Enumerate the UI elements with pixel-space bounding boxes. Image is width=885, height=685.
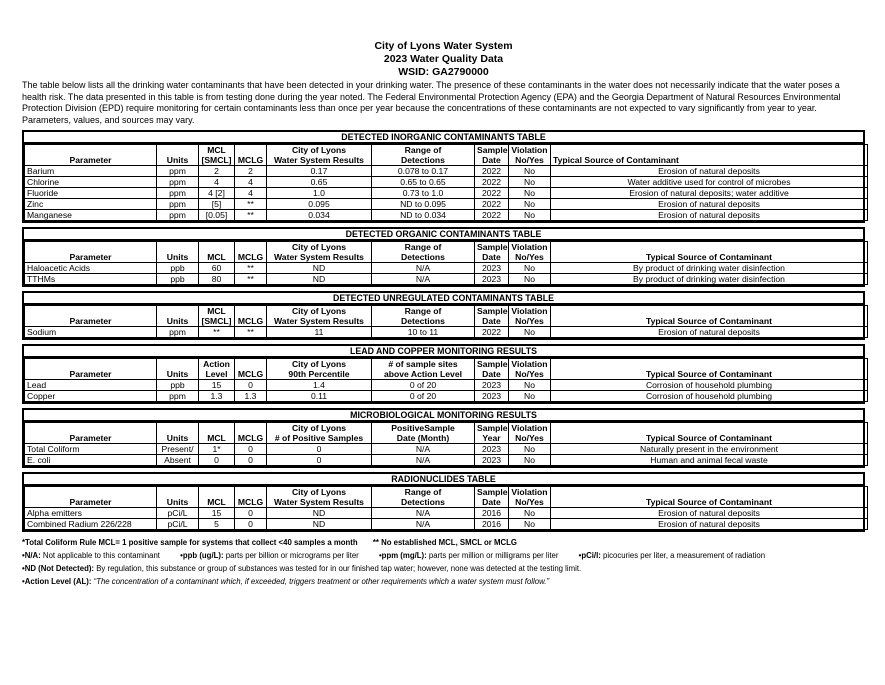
- column-header-mclg: [235, 487, 267, 498]
- column-header-mcl: MCL: [199, 433, 235, 444]
- column-header-mclg: MCLG: [235, 369, 267, 380]
- table-header-row: [25, 433, 868, 444]
- table-header-row: [25, 316, 868, 327]
- cell-parameter: E. coli: [25, 455, 157, 466]
- cell-mclg: 2: [235, 166, 267, 177]
- column-header-parameter: [25, 145, 157, 156]
- column-header-violation: No/Yes: [509, 369, 551, 380]
- cell-source: Erosion of natural deposits: [551, 166, 868, 177]
- table-title: RADIONUCLIDES TABLE: [24, 474, 863, 486]
- column-header-results: City of Lyons: [267, 242, 372, 253]
- column-header-range: Detections: [372, 252, 475, 263]
- cell-parameter: Haloacetic Acids: [25, 263, 157, 274]
- table-header-row: [25, 252, 868, 263]
- column-header-results: City of Lyons: [267, 423, 372, 434]
- column-header-results: Water System Results: [267, 316, 372, 327]
- column-header-results: City of Lyons: [267, 306, 372, 317]
- cell-results: ND: [267, 519, 372, 530]
- table-row: [25, 380, 868, 391]
- cell-mcl: 80: [199, 274, 235, 285]
- column-header-source: Typical Source of Contaminant: [551, 369, 868, 380]
- table-header-row: [25, 487, 868, 498]
- cell-units: ppm: [157, 199, 199, 210]
- cell-sample-date: 2023: [475, 263, 509, 274]
- column-header-range: Range of: [372, 306, 475, 317]
- table-row: [25, 327, 868, 338]
- report-year-title: 2023 Water Quality Data: [383, 53, 504, 65]
- cell-mclg: 0: [235, 444, 267, 455]
- table-row: [25, 263, 868, 274]
- table-row: [25, 166, 868, 177]
- column-header-mcl: MCL: [199, 306, 235, 317]
- column-header-mclg: [235, 423, 267, 434]
- column-header-parameter: Parameter: [25, 252, 157, 263]
- column-header-units: [157, 423, 199, 434]
- nd-term: •ND (Not Detected):: [22, 564, 95, 574]
- column-header-mclg: MCLG: [235, 316, 267, 327]
- cell-mcl: 2: [199, 166, 235, 177]
- cell-units: ppm: [157, 391, 199, 402]
- column-header-source: [551, 359, 868, 370]
- cell-units: ppm: [157, 166, 199, 177]
- ppb-term: •ppb (ug/L):: [180, 551, 224, 561]
- contaminant-table: [22, 291, 865, 340]
- column-header-mcl: [199, 242, 235, 253]
- cell-sample-date: 2022: [475, 199, 509, 210]
- column-header-source: [551, 145, 868, 156]
- table-row: [25, 274, 868, 285]
- column-header-source: Typical Source of Contaminant: [551, 433, 868, 444]
- cell-violation: No: [509, 188, 551, 199]
- no-mcl-note: ** No established MCL, SMCL or MCLG: [372, 538, 517, 548]
- table-row: [25, 455, 868, 466]
- column-header-results: Water System Results: [267, 497, 372, 508]
- cell-range: N/A: [372, 455, 475, 466]
- column-header-source: Typical Source of Contaminant: [551, 252, 868, 263]
- column-header-results: # of Positive Samples: [267, 433, 372, 444]
- cell-mcl: **: [199, 327, 235, 338]
- column-header-violation: Violation: [509, 359, 551, 370]
- cell-parameter: Chlorine: [25, 177, 157, 188]
- column-header-source: [551, 487, 868, 498]
- column-header-results: City of Lyons: [267, 145, 372, 156]
- contaminant-table: [22, 130, 865, 223]
- cell-source: Corrosion of household plumbing: [551, 380, 868, 391]
- pci-text: picocuries per liter, a measurement of radiation: [600, 551, 766, 561]
- column-header-range: Range of: [372, 242, 475, 253]
- column-header-sample-date: Year: [475, 433, 509, 444]
- column-header-mclg: [235, 306, 267, 317]
- column-header-source: [551, 423, 868, 434]
- intro-paragraph: The table below lists all the drinking water contaminants that have been detected in your drinking water. The presence of these contaminants in the water does not necessarily indicate that the water poses a health risk. The data presented in this table is from testing done during the year noted. The Federal Environmental Protection Agency (EPA) and the Georgia Department of Natural Resources Environmental Protection Division (EPD) require monitoring for certain contaminants less than once per year because the concentrations of these contaminants are not expected to vary significantly from year to year. Parameters, values, and sources may vary.: [22, 80, 841, 125]
- column-header-violation: Violation: [509, 423, 551, 434]
- cell-sample-date: 2023: [475, 444, 509, 455]
- column-header-range: Detections: [372, 155, 475, 166]
- column-header-mcl: Level: [199, 369, 235, 380]
- cell-mclg: 4: [235, 177, 267, 188]
- cell-range: N/A: [372, 263, 475, 274]
- footnote-line-2: [22, 549, 865, 562]
- cell-range: 0.078 to 0.17: [372, 166, 475, 177]
- cell-source: Human and animal fecal waste: [551, 455, 868, 466]
- cell-mcl: [0.05]: [199, 210, 235, 221]
- cell-mclg: **: [235, 263, 267, 274]
- column-header-source: Typical Source of Contaminant: [551, 155, 868, 166]
- cell-sample-date: 2016: [475, 519, 509, 530]
- column-header-source: [551, 306, 868, 317]
- al-term: •Action Level (AL):: [22, 577, 92, 587]
- cell-source: Erosion of natural deposits: [551, 519, 868, 530]
- cell-results: 0.095: [267, 199, 372, 210]
- cell-mclg: **: [235, 274, 267, 285]
- cell-source: By product of drinking water disinfection: [551, 263, 868, 274]
- column-header-sample-date: Date: [475, 155, 509, 166]
- column-header-results: Water System Results: [267, 252, 372, 263]
- column-header-source: Typical Source of Contaminant: [551, 497, 868, 508]
- cell-parameter: TTHMs: [25, 274, 157, 285]
- column-header-violation: Violation: [509, 145, 551, 156]
- table-header-row: [25, 306, 868, 317]
- cell-units: ppb: [157, 263, 199, 274]
- cell-source: Erosion of natural deposits: [551, 199, 868, 210]
- table-title: DETECTED ORGANIC CONTAMINANTS TABLE: [24, 229, 863, 241]
- column-header-sample-date: Sample: [475, 423, 509, 434]
- column-header-parameter: Parameter: [25, 316, 157, 327]
- cell-source: Erosion of natural deposits: [551, 327, 868, 338]
- column-header-violation: No/Yes: [509, 155, 551, 166]
- cell-source: Water additive used for control of microbes: [551, 177, 868, 188]
- column-header-units: [157, 242, 199, 253]
- column-header-violation: Violation: [509, 306, 551, 317]
- cell-source: Erosion of natural deposits: [551, 508, 868, 519]
- cell-parameter: Manganese: [25, 210, 157, 221]
- cell-parameter: Total Coliform: [25, 444, 157, 455]
- cell-range: ND to 0.095: [372, 199, 475, 210]
- column-header-mcl: [SMCL]: [199, 155, 235, 166]
- column-header-mcl: Action: [199, 359, 235, 370]
- cell-sample-date: 2022: [475, 327, 509, 338]
- cell-results: ND: [267, 508, 372, 519]
- column-header-results: City of Lyons: [267, 487, 372, 498]
- column-header-sample-date: Date: [475, 369, 509, 380]
- cell-violation: No: [509, 210, 551, 221]
- cell-parameter: Fluoride: [25, 188, 157, 199]
- cell-range: 0.73 to 1.0: [372, 188, 475, 199]
- cell-violation: No: [509, 263, 551, 274]
- cell-source: By product of drinking water disinfection: [551, 274, 868, 285]
- cell-mclg: **: [235, 327, 267, 338]
- ppm-term: •ppm (mg/L):: [378, 551, 427, 561]
- column-header-mclg: MCLG: [235, 155, 267, 166]
- column-header-mcl: [SMCL]: [199, 316, 235, 327]
- cell-mcl: 5: [199, 519, 235, 530]
- nd-text: By regulation, this substance or group of substances was tested for in our finished tap water; however, none was detected at the testing limit.: [94, 564, 582, 574]
- table-header-row: [25, 242, 868, 253]
- column-header-range: Range of: [372, 145, 475, 156]
- cell-range: 0.65 to 0.65: [372, 177, 475, 188]
- cell-units: ppb: [157, 380, 199, 391]
- column-header-units: Units: [157, 316, 199, 327]
- cell-sample-date: 2022: [475, 210, 509, 221]
- contaminant-table: [22, 472, 865, 532]
- cell-results: ND: [267, 263, 372, 274]
- cell-results: 0: [267, 455, 372, 466]
- cell-violation: No: [509, 455, 551, 466]
- column-header-mclg: MCLG: [235, 433, 267, 444]
- cell-violation: No: [509, 166, 551, 177]
- cell-mcl: 4 [2]: [199, 188, 235, 199]
- cell-mclg: 0: [235, 508, 267, 519]
- table-title: LEAD AND COPPER MONITORING RESULTS: [24, 346, 863, 358]
- cell-source: Erosion of natural deposits; water additive: [551, 188, 868, 199]
- column-header-mcl: MCL: [199, 252, 235, 263]
- column-header-mclg: [235, 359, 267, 370]
- cell-range: 10 to 11: [372, 327, 475, 338]
- column-header-mcl: MCL: [199, 145, 235, 156]
- contaminant-table: [22, 227, 865, 287]
- cell-source: Naturally present in the environment: [551, 444, 868, 455]
- cell-units: Absent: [157, 455, 199, 466]
- tables-container: [22, 130, 865, 532]
- cell-units: ppm: [157, 210, 199, 221]
- table-row: [25, 444, 868, 455]
- cell-parameter: Alpha emitters: [25, 508, 157, 519]
- cell-mclg: 0: [235, 519, 267, 530]
- column-header-units: Units: [157, 369, 199, 380]
- cell-parameter: Zinc: [25, 199, 157, 210]
- cell-violation: No: [509, 274, 551, 285]
- column-header-sample-date: Sample: [475, 359, 509, 370]
- contaminant-table: [22, 408, 865, 468]
- column-header-units: Units: [157, 252, 199, 263]
- column-header-range: PositiveSample: [372, 423, 475, 434]
- column-header-mcl: [199, 423, 235, 434]
- table-header-row: [25, 497, 868, 508]
- cell-mcl: 60: [199, 263, 235, 274]
- cell-parameter: Copper: [25, 391, 157, 402]
- cell-violation: No: [509, 508, 551, 519]
- cell-units: Present/: [157, 444, 199, 455]
- table-row: [25, 199, 868, 210]
- cell-violation: No: [509, 391, 551, 402]
- cell-mclg: **: [235, 210, 267, 221]
- cell-sample-date: 2023: [475, 455, 509, 466]
- table-header-row: [25, 155, 868, 166]
- column-header-sample-date: Sample: [475, 242, 509, 253]
- column-header-mclg: MCLG: [235, 497, 267, 508]
- column-header-parameter: [25, 306, 157, 317]
- column-header-mcl: MCL: [199, 497, 235, 508]
- column-header-parameter: Parameter: [25, 433, 157, 444]
- table-header-row: [25, 359, 868, 370]
- pci-term: •pCi/l:: [578, 551, 601, 561]
- cell-violation: No: [509, 380, 551, 391]
- column-header-results: City of Lyons: [267, 359, 372, 370]
- wsid: WSID: GA2790000: [398, 66, 489, 78]
- system-name: City of Lyons Water System: [374, 40, 513, 52]
- column-header-units: Units: [157, 497, 199, 508]
- cell-source: Erosion of natural deposits: [551, 210, 868, 221]
- table-row: [25, 519, 868, 530]
- report-page: [22, 40, 865, 588]
- cell-parameter: Sodium: [25, 327, 157, 338]
- cell-units: ppm: [157, 177, 199, 188]
- cell-units: ppm: [157, 327, 199, 338]
- table-row: [25, 391, 868, 402]
- cell-sample-date: 2016: [475, 508, 509, 519]
- column-header-violation: Violation: [509, 242, 551, 253]
- column-header-range: Range of: [372, 487, 475, 498]
- cell-sample-date: 2022: [475, 188, 509, 199]
- cell-range: N/A: [372, 508, 475, 519]
- cell-violation: No: [509, 199, 551, 210]
- column-header-parameter: Parameter: [25, 497, 157, 508]
- al-text: “The concentration of a contaminant which, if exceeded, triggers treatment or other requirements which a water system must follow.”: [93, 577, 550, 587]
- column-header-sample-date: Date: [475, 252, 509, 263]
- table-title: MICROBIOLOGICAL MONITORING RESULTS: [24, 410, 863, 422]
- table-title: DETECTED UNREGULATED CONTAMINANTS TABLE: [24, 293, 863, 305]
- cell-results: 1.0: [267, 188, 372, 199]
- column-header-violation: No/Yes: [509, 497, 551, 508]
- column-header-violation: No/Yes: [509, 316, 551, 327]
- footnote-line-3: [22, 562, 865, 575]
- contaminant-table: [22, 344, 865, 404]
- table-header-row: [25, 369, 868, 380]
- column-header-units: Units: [157, 433, 199, 444]
- column-header-sample-date: Sample: [475, 306, 509, 317]
- cell-mcl: 0: [199, 455, 235, 466]
- column-header-parameter: Parameter: [25, 369, 157, 380]
- column-header-mcl: [199, 487, 235, 498]
- column-header-mclg: MCLG: [235, 252, 267, 263]
- column-header-mclg: [235, 242, 267, 253]
- cell-mcl: 1*: [199, 444, 235, 455]
- column-header-parameter: Parameter: [25, 155, 157, 166]
- column-header-range: Detections: [372, 497, 475, 508]
- column-header-units: [157, 487, 199, 498]
- column-header-sample-date: Date: [475, 497, 509, 508]
- ppb-text: parts per billion or micrograms per liter: [223, 551, 359, 561]
- cell-range: 0 of 20: [372, 391, 475, 402]
- cell-mclg: 4: [235, 188, 267, 199]
- cell-sample-date: 2022: [475, 166, 509, 177]
- coliform-rule-note: *Total Coliform Rule MCL= 1 positive sample for systems that collect <40 samples a month: [22, 538, 358, 548]
- column-header-violation: Violation: [509, 487, 551, 498]
- report-header: [22, 40, 865, 79]
- column-header-parameter: [25, 359, 157, 370]
- column-header-sample-date: Date: [475, 316, 509, 327]
- column-header-units: Units: [157, 155, 199, 166]
- cell-results: 0.65: [267, 177, 372, 188]
- column-header-mclg: [235, 145, 267, 156]
- cell-units: pCi/L: [157, 519, 199, 530]
- table-row: [25, 508, 868, 519]
- na-term: •N/A:: [22, 551, 41, 561]
- cell-mcl: 1.3: [199, 391, 235, 402]
- table-header-row: [25, 423, 868, 434]
- column-header-range: above Action Level: [372, 369, 475, 380]
- column-header-range: Detections: [372, 316, 475, 327]
- cell-violation: No: [509, 327, 551, 338]
- cell-violation: No: [509, 177, 551, 188]
- cell-mcl: 15: [199, 508, 235, 519]
- cell-range: N/A: [372, 444, 475, 455]
- cell-violation: No: [509, 519, 551, 530]
- footnotes: [22, 536, 865, 588]
- cell-mclg: **: [235, 199, 267, 210]
- column-header-violation: No/Yes: [509, 433, 551, 444]
- cell-mclg: 0: [235, 380, 267, 391]
- ppm-text: parts per million or milligrams per liter: [426, 551, 559, 561]
- cell-range: ND to 0.034: [372, 210, 475, 221]
- cell-mcl: [5]: [199, 199, 235, 210]
- cell-results: 1.4: [267, 380, 372, 391]
- cell-mclg: 0: [235, 455, 267, 466]
- column-header-range: # of sample sites: [372, 359, 475, 370]
- cell-parameter: Lead: [25, 380, 157, 391]
- column-header-sample-date: Sample: [475, 145, 509, 156]
- cell-units: pCi/L: [157, 508, 199, 519]
- cell-results: ND: [267, 274, 372, 285]
- footnote-line-1: [22, 536, 865, 549]
- column-header-parameter: [25, 487, 157, 498]
- cell-units: ppm: [157, 188, 199, 199]
- table-row: [25, 188, 868, 199]
- column-header-source: [551, 242, 868, 253]
- table-title: DETECTED INORGANIC CONTAMINANTS TABLE: [24, 132, 863, 144]
- table-row: [25, 177, 868, 188]
- cell-mcl: 4: [199, 177, 235, 188]
- table-header-row: [25, 145, 868, 156]
- cell-results: 0.11: [267, 391, 372, 402]
- cell-range: N/A: [372, 274, 475, 285]
- column-header-units: [157, 306, 199, 317]
- column-header-units: [157, 359, 199, 370]
- cell-sample-date: 2023: [475, 380, 509, 391]
- column-header-range: Date (Month): [372, 433, 475, 444]
- column-header-violation: No/Yes: [509, 252, 551, 263]
- column-header-sample-date: Sample: [475, 487, 509, 498]
- cell-results: 0: [267, 444, 372, 455]
- cell-results: 0.17: [267, 166, 372, 177]
- cell-results: 0.034: [267, 210, 372, 221]
- cell-violation: No: [509, 444, 551, 455]
- cell-mcl: 15: [199, 380, 235, 391]
- table-row: [25, 210, 868, 221]
- cell-mclg: 1.3: [235, 391, 267, 402]
- column-header-results: Water System Results: [267, 155, 372, 166]
- cell-source: Corrosion of household plumbing: [551, 391, 868, 402]
- column-header-source: Typical Source of Contaminant: [551, 316, 868, 327]
- footnote-line-4: [22, 575, 865, 588]
- cell-range: 0 of 20: [372, 380, 475, 391]
- column-header-parameter: [25, 423, 157, 434]
- cell-parameter: Barium: [25, 166, 157, 177]
- cell-sample-date: 2023: [475, 391, 509, 402]
- cell-sample-date: 2023: [475, 274, 509, 285]
- cell-results: 11: [267, 327, 372, 338]
- cell-sample-date: 2022: [475, 177, 509, 188]
- cell-range: N/A: [372, 519, 475, 530]
- na-text: Not applicable to this contaminant: [40, 551, 160, 561]
- cell-parameter: Combined Radium 226/228: [25, 519, 157, 530]
- column-header-units: [157, 145, 199, 156]
- column-header-parameter: [25, 242, 157, 253]
- cell-units: ppb: [157, 274, 199, 285]
- column-header-results: 90th Percentile: [267, 369, 372, 380]
